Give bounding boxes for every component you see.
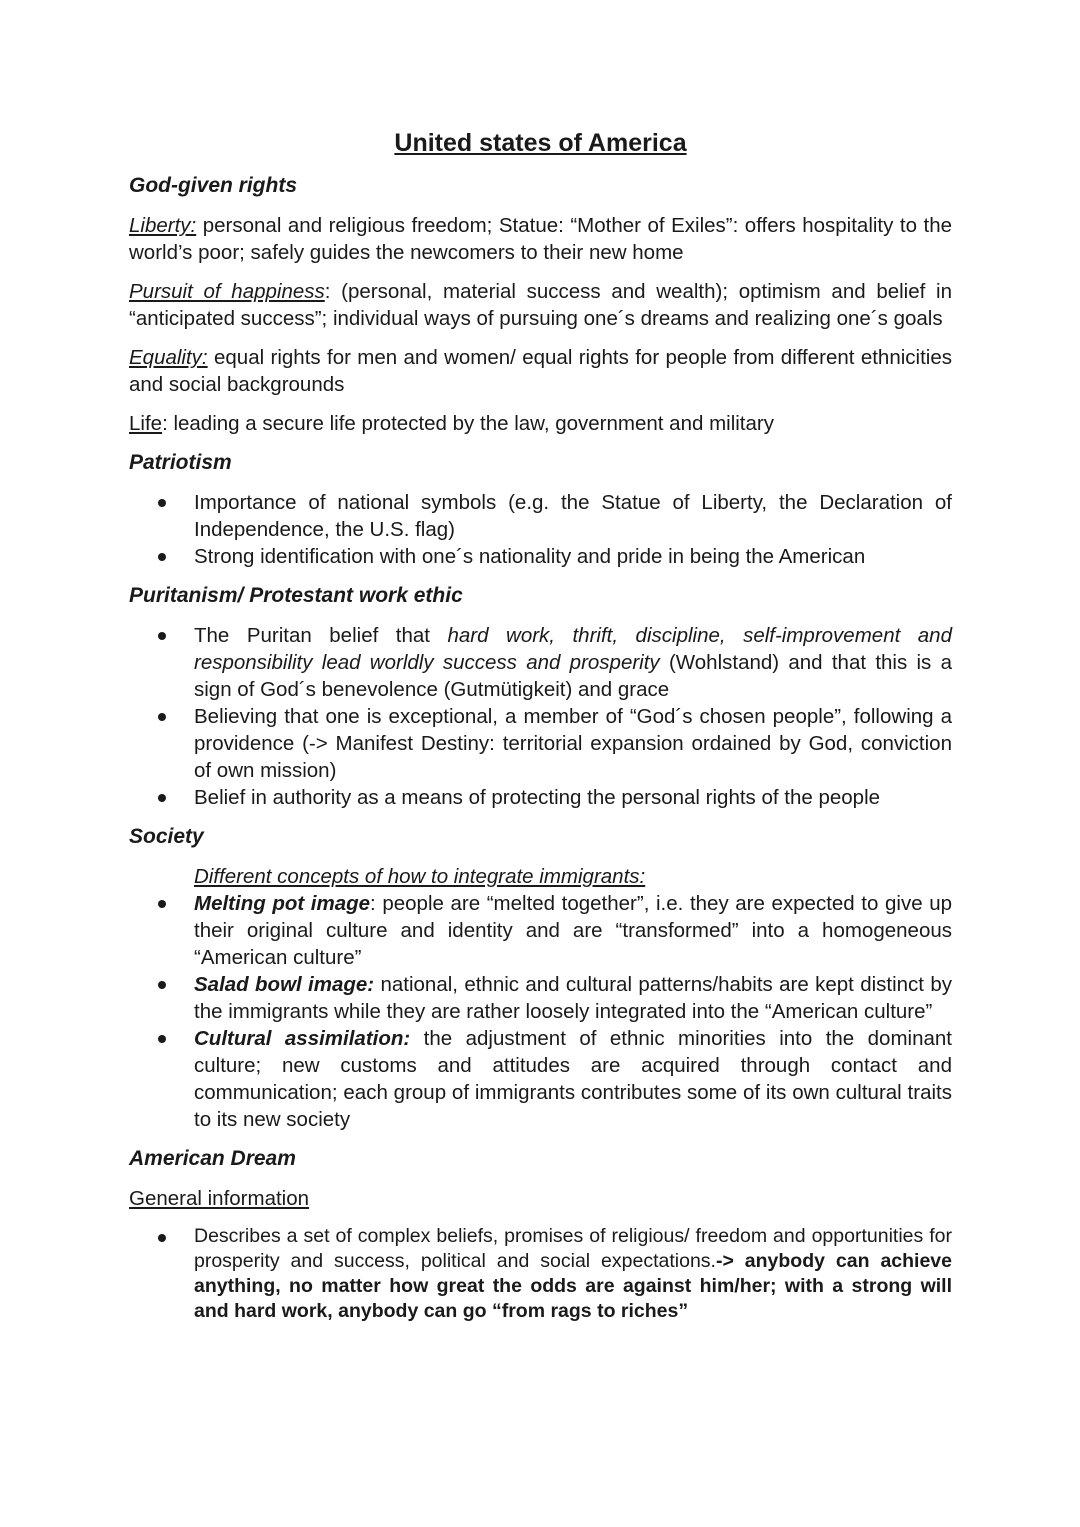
- heading-god-given-rights: God-given rights: [129, 174, 297, 197]
- paragraph-life: [129, 410, 952, 437]
- text-life: : leading a secure life protected by the law, government and military: [162, 412, 774, 435]
- item-text: the adjustment of ethnic minorities into the dominant culture; new customs and attitudes are acquired through contact and communication; each group of immigrants contributes some of its own cultural traits to its new society: [194, 1027, 952, 1131]
- item-text: national, ethnic and cultural patterns/habits are kept distinct by the immigrants while they are rather loosely integrated into the “American culture”: [194, 973, 952, 1023]
- term-salad-bowl: Salad bowl image:: [194, 973, 375, 996]
- society-intro: Different concepts of how to integrate immigrants:: [194, 865, 646, 888]
- heading-american-dream: American Dream: [129, 1147, 296, 1170]
- item-text: The Puritan belief that: [194, 624, 448, 647]
- page-title: United states of America: [394, 129, 687, 157]
- item-bold-text: -> anybody can achieve anything, no matter how great the odds are against him/her; with a strong will and hard work, anybody can go “from rags to riches”: [194, 1250, 952, 1322]
- subheading-general-information: [129, 1185, 952, 1212]
- text-equality: equal rights for men and women/ equal rights for people from different ethnicities and social backgrounds: [129, 346, 952, 396]
- item-text: (Wohlstand) and that this is a sign of God´s benevolence (Gutmütigkeit) and grace: [194, 651, 952, 701]
- list-society: [129, 863, 952, 1133]
- term-cultural-assimilation: Cultural assimilation:: [194, 1027, 411, 1050]
- list-item: [129, 971, 952, 1025]
- list-item: Strong identification with one´s nationality and pride in being the American: [129, 543, 952, 570]
- heading-society: Society: [129, 825, 204, 848]
- paragraph-pursuit: [129, 278, 952, 332]
- list-item: Believing that one is exceptional, a member of “God´s chosen people”, following a providence (-> Manifest Destiny: territorial expansion ordained by God, conviction of own mission): [129, 703, 952, 784]
- item-text: : people are “melted together”, i.e. they are expected to give up their original culture and identity and are “transformed” into a homogeneous “American culture”: [194, 892, 952, 969]
- item-italic-text: hard work, thrift, discipline, self-improvement and responsibility lead worldly success and prosperity: [194, 624, 952, 674]
- list-item: Importance of national symbols (e.g. the Statue of Liberty, the Declaration of Independence, the U.S. flag): [129, 489, 952, 543]
- term-liberty: Liberty:: [129, 214, 197, 237]
- list-item: [129, 622, 952, 703]
- text-liberty: personal and religious freedom; Statue: “Mother of Exiles”: offers hospitality to the world’s poor; safely guides the newcomers to their new home: [129, 214, 952, 264]
- list-item: Belief in authority as a means of protecting the personal rights of the people: [129, 784, 952, 811]
- list-patriotism: [129, 489, 952, 570]
- list-puritanism: [129, 622, 952, 811]
- term-equality: Equality:: [129, 346, 208, 369]
- term-life: Life: [129, 412, 163, 435]
- list-american-dream: [129, 1224, 952, 1324]
- term-melting-pot: Melting pot image: [194, 892, 371, 915]
- item-text: Describes a set of complex beliefs, promises of religious/ freedom and opportunities for prosperity and success, political and social expectations.: [194, 1225, 952, 1272]
- paragraph-equality: [129, 344, 952, 398]
- heading-puritanism: Puritanism/ Protestant work ethic: [129, 584, 463, 607]
- heading-patriotism: Patriotism: [129, 451, 232, 474]
- list-item: [129, 890, 952, 971]
- paragraph-liberty: [129, 212, 952, 266]
- term-pursuit: Pursuit of happiness: [129, 280, 325, 303]
- list-intro: [129, 863, 952, 890]
- general-information-label: General information: [129, 1187, 310, 1210]
- list-item: [129, 1224, 952, 1324]
- text-pursuit: : (personal, material success and wealth); optimism and belief in “anticipated success”; individual ways of pursuing one´s dreams and realizing one´s goals: [129, 280, 952, 330]
- list-item: [129, 1025, 952, 1133]
